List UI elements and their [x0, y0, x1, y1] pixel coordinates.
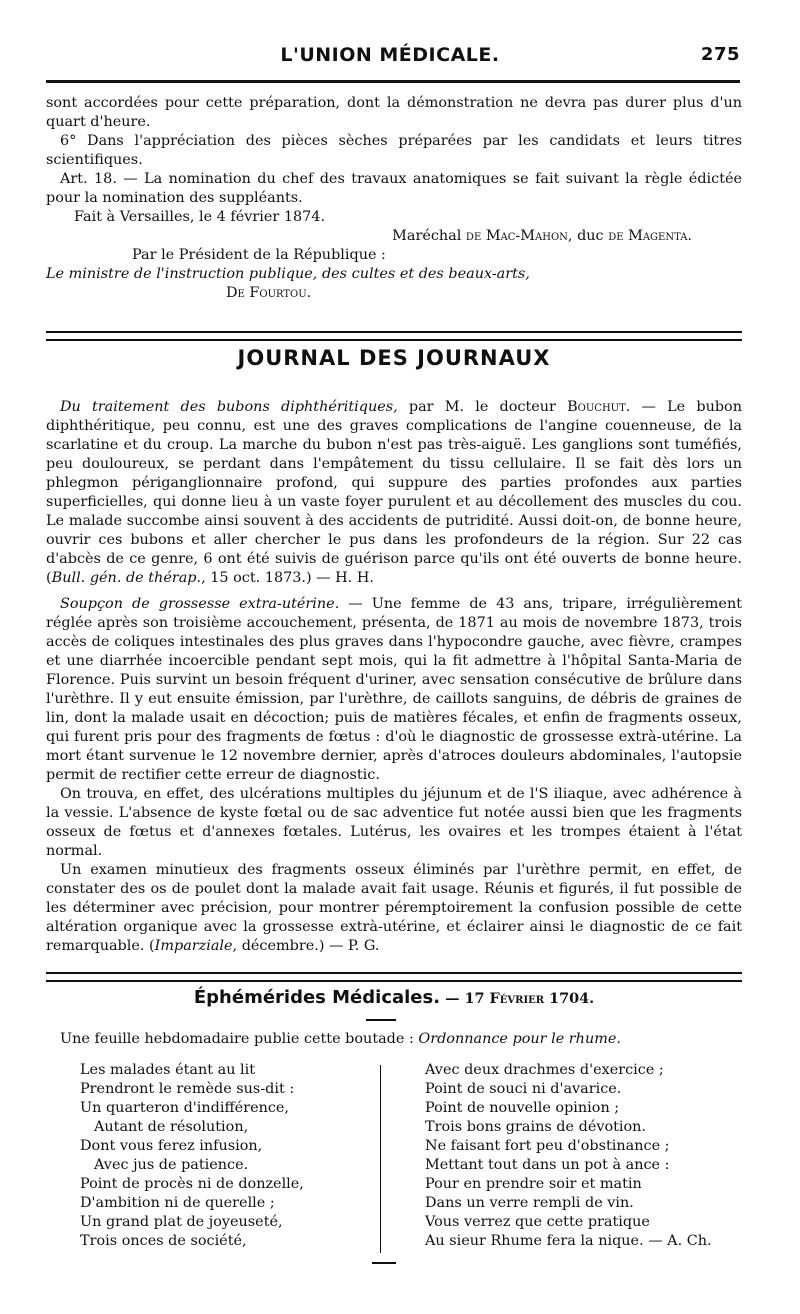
poem-line: Autant de résolution,: [94, 1119, 249, 1135]
page-number: 275: [700, 44, 740, 65]
ephemerides-title: Éphémérides Médicales. — 17 Février 1704.: [193, 987, 595, 1008]
poem-line: Avec jus de patience.: [94, 1157, 249, 1173]
article-author: Bouchut: [567, 399, 626, 415]
ephemerides-intro-block: [46, 1030, 742, 1049]
decree-signature: Maréchal de Mac-Mahon, duc de Magenta.: [392, 228, 692, 244]
poem-line: Trois onces de société,: [80, 1233, 247, 1249]
poem-right-column: [381, 1061, 725, 1253]
poem-line: Un grand plat de joyeuseté,: [80, 1214, 283, 1230]
journal-articles: [46, 398, 742, 956]
header-rule: [46, 80, 740, 83]
article-paragraph: On trouva, en effet, des ulcérations multiples du jéjunum et de l'S iliaque, avec adhérence à la vessie. L'absence de kyste fœtal ou de sac adventice fut notée aussi bien que les fragments osseux de fœtus et d'annexes fœtales. Lutérus, les ovaires et les trompes étaient à l'état normal.: [46, 786, 742, 859]
ephemerides-intro: Une feuille hebdomadaire publie cette boutade : Ordonnance pour le rhume.: [60, 1031, 621, 1047]
decree-date: Fait à Versailles, le 4 février 1874.: [74, 209, 326, 225]
ephemerides-block: [46, 988, 742, 1008]
poem-line: Point de procès ni de donzelle,: [80, 1176, 304, 1192]
poem-line: Avec deux drachmes d'exercice ;: [425, 1062, 664, 1078]
end-mark: [372, 1262, 396, 1264]
ephemerides-rule: [366, 1019, 396, 1021]
article-grossesse: Soupçon de grossesse extra-utérine. — Une femme de 43 ans, tripare, irrégulièrement réglée après son troisième accouchement, présenta, de 1871 au mois de novembre 1873, trois accès de coliques intestinales des plus graves dans l'hypocondre gauche, avec fièvre, crampes et une diarrhée incoercible pendant sept mois, qui la fit admettre à l'hôpital Santa-Maria de Florence. Puis survint un besoin fréquent d'uriner, avec sensation consécutive de brûlure dans l'urèthre. Il y eut ensuite émission, par l'urèthre, de caillots sanguins, de débris de graines de lin, dont la malade usait en décoction; puis de matières fécales, et enfin de fragments osseux, qui furent pris pour des fragments de fœtus : d'où le diagnostic de grossesse extrà-utérine. La mort étant survenue le 12 novembre dernier, après d'atroces douleurs abdominales, l'autopsie permit de rectifier cette erreur de diagnostic.: [46, 596, 743, 783]
section-title: JOURNAL DES JOURNAUX: [237, 346, 551, 370]
poem-line: Trois bons grains de dévotion.: [425, 1119, 647, 1135]
article-paragraph: Un examen minutieux des fragments osseux éliminés par l'urèthre permit, en effet, de constater des os de poulet dont la malade avait fait usage. Réunis et figurés, il fut possible de les déterminer avec précision, pour montrer péremptoirement la confusion possible de cette altération organique avec la grossesse extrà-utérine, et éclairer ainsi le diagnostic de ce fait remarquable. (Imparziale, décembre.) — P. G.: [46, 862, 742, 954]
article-label: Art. 18.: [60, 171, 117, 187]
decree-president-line: Par le Président de la République :: [132, 247, 386, 263]
decree-paragraph: sont accordées pour cette préparation, dont la démonstration ne devra pas durer plus d'un quart d'heure.: [46, 95, 742, 130]
running-head: [40, 44, 740, 66]
poem-line: Vous verrez que cette pratique: [425, 1214, 650, 1230]
decree-minister-name: De Fourtou.: [226, 285, 312, 301]
poem-line: Point de souci ni d'avarice.: [425, 1081, 622, 1097]
poem-line: Les malades étant au lit: [80, 1062, 256, 1078]
poem-line: Pour en prendre soir et matin: [425, 1176, 642, 1192]
poem-line: Point de nouvelle opinion ;: [425, 1100, 620, 1116]
journal-title: L'UNION MÉDICALE.: [280, 44, 500, 66]
decree-paragraph: 6° Dans l'appréciation des pièces sèches préparées par les candidats et leurs titres scientifiques.: [46, 133, 742, 168]
poem-left-column: [80, 1061, 380, 1253]
poem-line: Prendront le remède sus-dit :: [80, 1081, 295, 1097]
poem-line: Au sieur Rhume fera la nique. — A. Ch.: [425, 1233, 712, 1249]
decree-minister-line: Le ministre de l'instruction publique, des cultes et des beaux-arts,: [46, 266, 530, 282]
article-title: Du traitement des bubons diphthéritiques,: [60, 399, 398, 415]
decree-block: [46, 94, 742, 303]
section-double-rule: [46, 331, 742, 341]
poem-line: Mettant tout dans un pot à ance :: [425, 1157, 670, 1173]
article-bubons: Du traitement des bubons diphthéritiques, par M. le docteur Bouchut. — Le bubon diphthéritique, peu connu, est une des graves complications de l'angine couenneuse, de la scarlatine et du croup. La marche du bubon n'est pas très-aiguë. Les ganglions sont tuméfiés, peu douloureux, se perdant dans l'empâtement du tissu cellulaire. Il se fait dès lors un phlegmon périganglionnaire profond, qui suppure des parties profondes aux parties superficielles, qui donne lieu à un vaste foyer purulent et au décollement des muscles du cou. Le malade succombe ainsi souvent à des accidents de putridité. Aussi doit-on, de bonne heure, ouvrir ces bubons et aller chercher le pus dans les profondeurs de la région. Sur 22 cas d'abcès de ce genre, 6 ont été suivis de guérison parce qu'ils ont été ouverts de bonne heure. (Bull. gén. de thérap., 15 oct. 1873.) — H. H.: [46, 399, 742, 586]
poem-line: Dont vous ferez infusion,: [80, 1138, 263, 1154]
section-double-rule: [46, 972, 742, 982]
decree-article: [46, 170, 742, 208]
poem: [80, 1061, 730, 1253]
poem-line: D'ambition ni de querelle ;: [80, 1195, 275, 1211]
article-text: — La nomination du chef des travaux anatomiques se fait suivant la règle édictée pour la nomination des suppléants.: [46, 171, 743, 206]
poem-line: Un quarteron d'indifférence,: [80, 1100, 290, 1116]
poem-line: Dans un verre rempli de vin.: [425, 1195, 634, 1211]
article-title: Soupçon de grossesse extra-utérine.: [60, 596, 340, 612]
poem-line: Ne faisant fort peu d'obstinance ;: [425, 1138, 670, 1154]
